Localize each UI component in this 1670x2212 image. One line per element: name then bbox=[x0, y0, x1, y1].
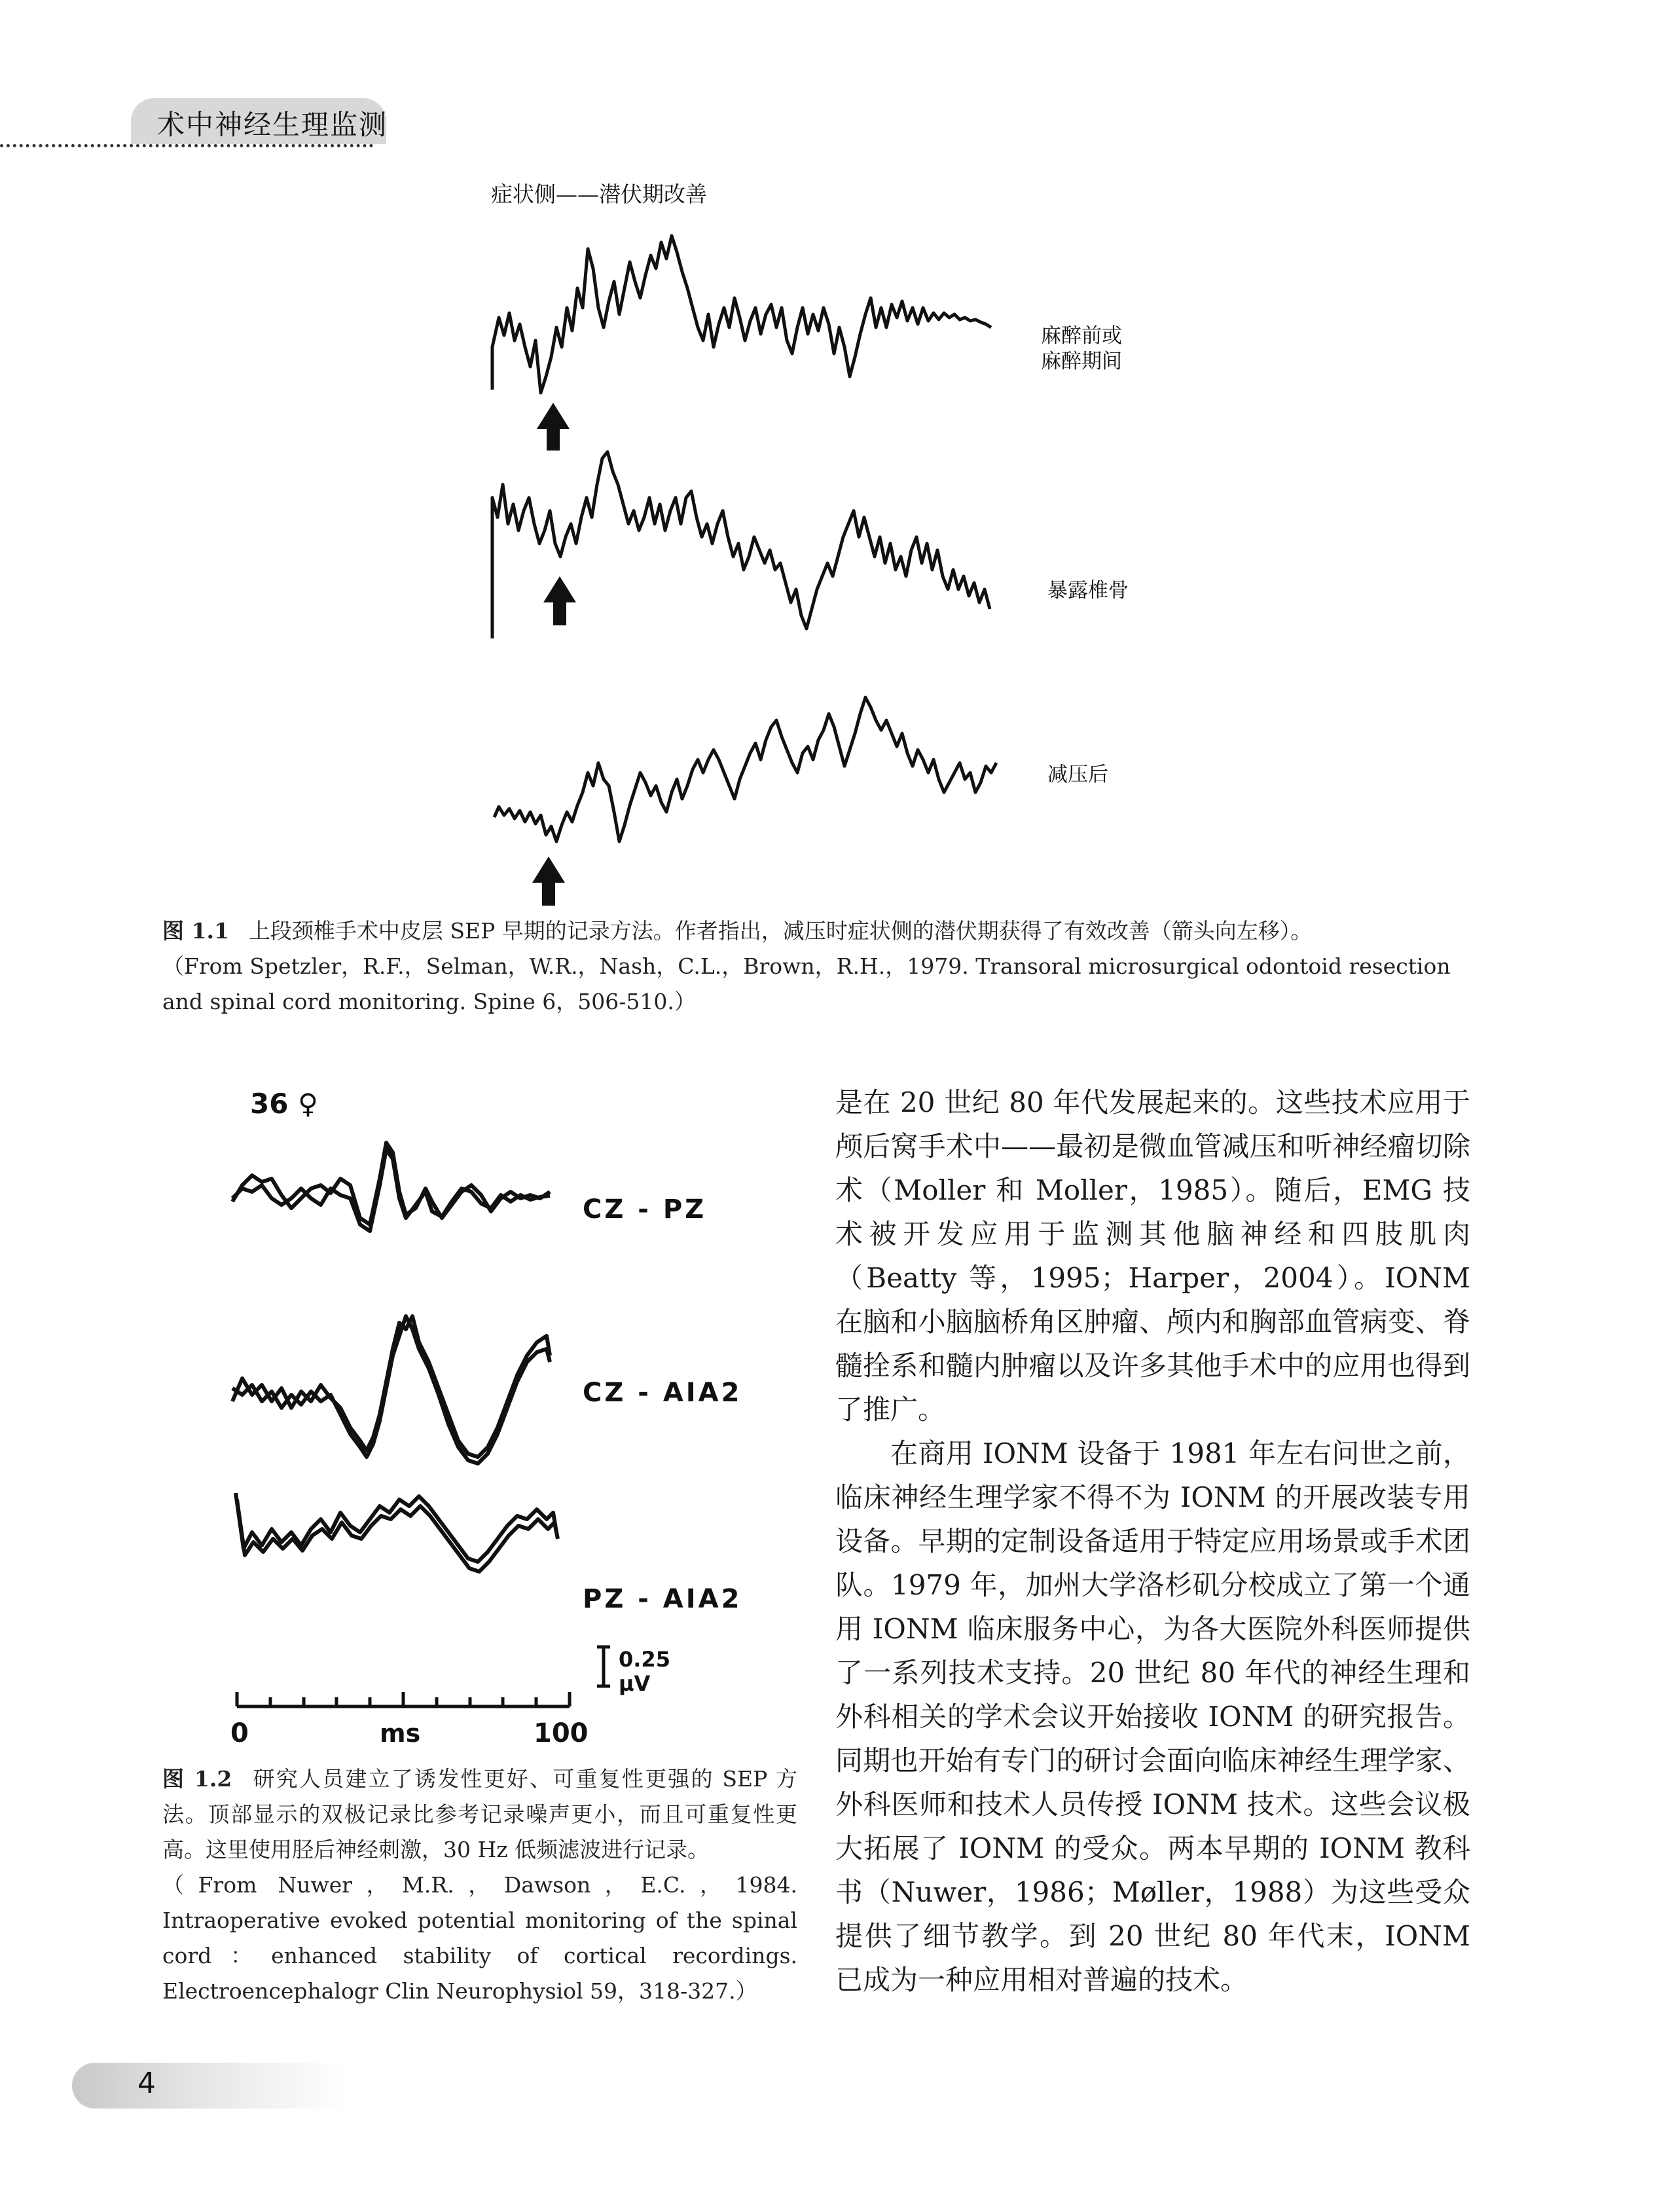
figure-1-1-caption bbox=[162, 913, 1485, 1020]
body-paragraph-2: 在商用 IONM 设备于 1981 年左右问世之前，临床神经生理学家不得不为 IONM 的开展改装专用设备。早期的定制设备适用于特定应用场景或手术团队。1979 年，加州大学洛杉矶分校成立了第一个通用 IONM 临床服务中心，为各大医院外科医师提供了一系列技术支持。20 世纪 80 年代的神经生理和外科相关的学术会议开始接收 IONM 的研究报告。同期也开始有专门的研讨会面向临床神经生理学家、外科医师和技术人员传授 IONM 技术。这些会议极大拓展了 IONM 的受众。两本早期的 IONM 教科书（Nuwer，1986；Møller，1988）为这些受众提供了细节教学。到 20 世纪 80 年代末，IONM 已成为一种应用相对普遍的技术。 bbox=[835, 1437, 1470, 1996]
fig2-subject-label: 36 ♀ bbox=[250, 1088, 318, 1120]
fig1-arrow-2 bbox=[543, 576, 576, 625]
fig1-label-1a: 麻醉前或 bbox=[1041, 324, 1122, 348]
figure-1-2-caption-text: 研究人员建立了诱发性更好、可重复性更强的 SEP 方法。顶部显示的双极记录比参考记录噪声更小，而且可重复性更高。这里使用胫后神经刺激，30 Hz 低频滤波进行记录。 bbox=[162, 1766, 797, 1862]
fig2-axis-end: 100 bbox=[534, 1718, 589, 1748]
fig2-label-1: CZ - PZ bbox=[583, 1194, 707, 1225]
fig1-trace-3 bbox=[494, 697, 996, 841]
fig2-scale-unit: μV bbox=[619, 1671, 651, 1696]
figure-1-2-caption-number: 图 1.2 bbox=[162, 1766, 232, 1792]
figure-1-2-caption bbox=[162, 1761, 797, 2009]
figure-1-2-caption-reference: （From Nuwer，M.R.，Dawson，E.C.，1984. Intraoperative evoked potential monitoring of the spinal cord：enhanced stability of cortical recordings. Electroencephalogr Clin Neurophysiol 59，318-327.） bbox=[162, 1872, 797, 2004]
fig2-scale-value: 0.25 bbox=[619, 1647, 670, 1672]
page-number: 4 bbox=[137, 2067, 156, 2100]
figure-1-1-caption-reference: （From Spetzler，R.F.，Selman，W.R.，Nash，C.L.，Brown，R.H.，1979. Transoral microsurgical odontoid resection and spinal cord monitoring. Spine 6，506-510.） bbox=[162, 953, 1451, 1014]
fig2-axis-start: 0 bbox=[230, 1718, 249, 1748]
figure-1-1-caption-text: 上段颈椎手术中皮层 SEP 早期的记录方法。作者指出，减压时症状侧的潜伏期获得了有效改善（箭头向左移）。 bbox=[248, 918, 1313, 944]
fig1-label-1b: 麻醉期间 bbox=[1041, 350, 1122, 373]
fig1-trace-2 bbox=[492, 452, 990, 638]
running-header-title: 术中神经生理监测 bbox=[157, 109, 388, 141]
fig2-trace-2a bbox=[232, 1316, 550, 1457]
figure-1-1-caption-number: 图 1.1 bbox=[162, 918, 229, 944]
page-number-tab bbox=[72, 2063, 347, 2109]
fig1-label-3: 减压后 bbox=[1047, 763, 1108, 786]
fig2-amplitude-scale-bar bbox=[597, 1647, 610, 1686]
fig1-label-2: 暴露椎骨 bbox=[1047, 579, 1129, 602]
fig2-time-axis bbox=[237, 1692, 570, 1706]
fig2-label-3: PZ - AIA2 bbox=[583, 1584, 742, 1614]
fig1-trace-1 bbox=[492, 236, 991, 393]
fig1-arrow-3 bbox=[532, 857, 565, 906]
body-paragraph-1: 是在 20 世纪 80 年代发展起来的。这些技术应用于颅后窝手术中——最初是微血管减压和听神经瘤切除术（Moller 和 Moller，1985）。随后，EMG 技术被开发应用于监测其他脑神经和四肢肌肉（Beatty 等，1995；Harper，2004）。IONM 在脑和小脑脑桥角区肿瘤、颅内和胸部血管病变、脊髓拴系和髓内肿瘤以及许多其他手术中的应用也得到了推广。 bbox=[835, 1086, 1470, 1426]
figure-1-1 bbox=[491, 181, 1129, 906]
fig1-arrow-1 bbox=[537, 403, 570, 451]
fig2-label-2: CZ - AIA2 bbox=[583, 1378, 742, 1408]
body-text-column bbox=[835, 1080, 1470, 2002]
figure-1-1-title: 症状侧——潜伏期改善 bbox=[491, 181, 707, 207]
figure-1-2 bbox=[230, 1088, 742, 1748]
fig2-trace-3b bbox=[237, 1500, 558, 1572]
fig2-axis-unit: ms bbox=[380, 1719, 421, 1748]
fig2-trace-3a bbox=[236, 1493, 556, 1562]
